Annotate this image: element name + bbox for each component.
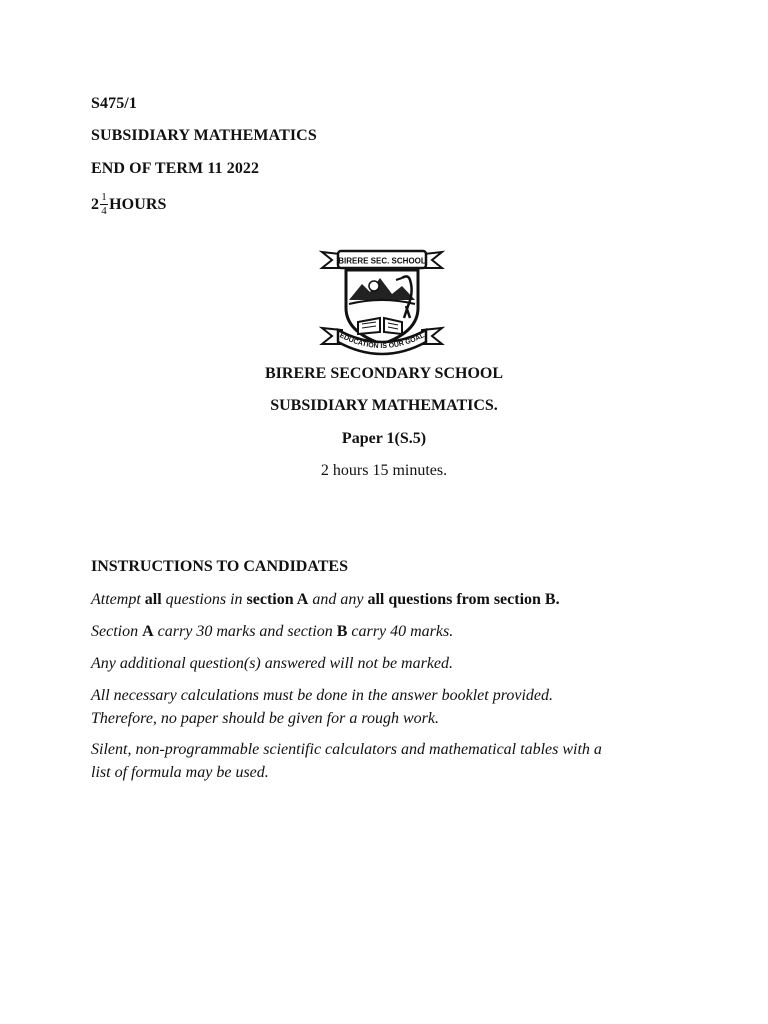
- school-name: BIRERE SECONDARY SCHOOL: [265, 365, 503, 382]
- exam-term: END OF TERM 11 2022: [91, 160, 260, 177]
- duration-numerator: 1: [101, 191, 107, 203]
- instruction-marks: Section A carry 30 marks and section B carry 40 marks.: [91, 623, 454, 640]
- instruction-additional: Any additional question(s) answered will not be marked.: [91, 655, 454, 672]
- instruction-calculators: Silent, non-programmable scientific calculators and mathematical tables with a list of formula may be used.: [91, 741, 602, 781]
- exam-duration: [91, 192, 167, 217]
- instruction-calculations: All necessary calculations must be done in the answer booklet provided. Therefore, no paper should be given for a rough work.: [91, 687, 553, 727]
- duration-denominator: 4: [101, 205, 107, 217]
- instruction-attempt: Attempt all questions in section A and any all questions from section B.: [91, 591, 560, 608]
- crest-banner-top: BIRERE SEC. SCHOOL: [338, 256, 426, 266]
- instructions-heading: INSTRUCTIONS TO CANDIDATES: [91, 558, 348, 575]
- duration-unit: HOURS: [109, 195, 167, 213]
- paper-code: S475/1: [91, 95, 137, 112]
- school-crest-logo: [318, 248, 446, 356]
- duration-fraction: [100, 192, 108, 217]
- subject-title: SUBSIDIARY MATHEMATICS: [91, 127, 317, 144]
- subject-name: SUBSIDIARY MATHEMATICS.: [270, 397, 498, 414]
- crest-banner-bottom: EDUCATION IS OUR GOAL: [338, 332, 426, 351]
- paper-time: 2 hours 15 minutes.: [320, 462, 448, 479]
- duration-whole: 2: [91, 195, 100, 213]
- paper-number: Paper 1(S.5): [341, 430, 427, 447]
